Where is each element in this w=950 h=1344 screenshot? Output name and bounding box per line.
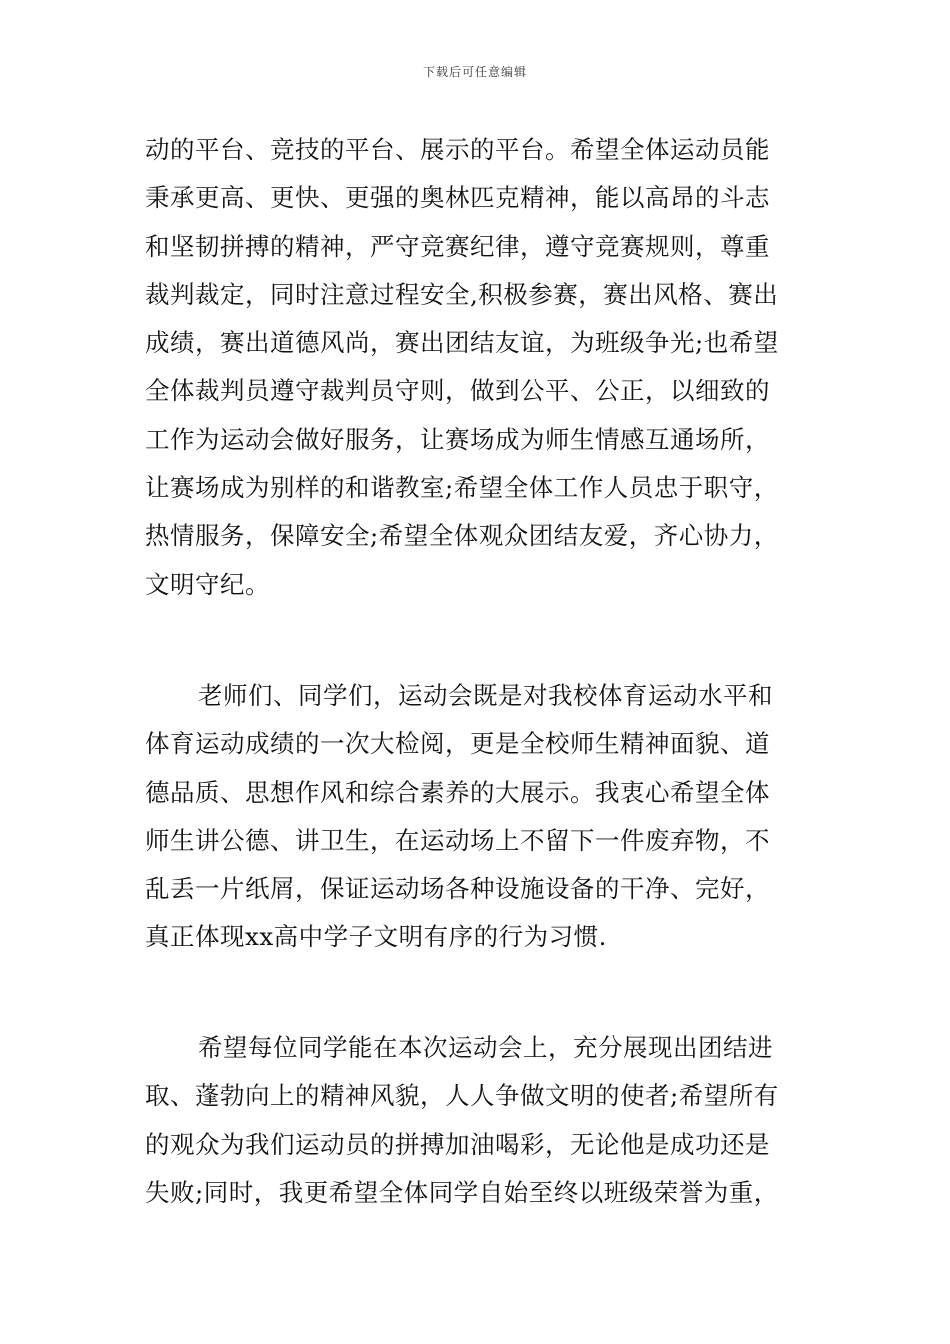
paragraph-line: 让赛场成为别样的和谐教室;希望全体工作人员忠于职守，: [145, 473, 779, 503]
paragraph-line: 师生讲公德、讲卫生，在运动场上不留下一件废弃物，不: [145, 825, 770, 855]
paragraph-line: 动的平台、竞技的平台、展示的平台。希望全体运动员能: [145, 135, 770, 164]
paragraph-line: 裁判裁定，同时注意过程安全,积极参赛，赛出风格、赛出: [145, 279, 779, 309]
paragraph-line: 失败;同时，我更希望全体同学自始至终以班级荣誉为重，: [145, 1177, 779, 1207]
paragraph-3: [145, 1024, 813, 1217]
paragraph-line: 老师们、同学们，运动会既是对我校体育运动水平和: [198, 681, 773, 710]
paragraph-line: 的观众为我们运动员的拼搏加油喝彩，无论他是成功还是: [145, 1129, 770, 1159]
paragraph-line: 成绩，赛出道德风尚，赛出团结友谊，为班级争光;也希望: [145, 328, 779, 358]
paragraph-line: 工作为运动会做好服务，让赛场成为师生情感互通场所，: [145, 424, 770, 454]
paragraph-line: 德品质、思想作风和综合素养的大展示。我衷心希望全体: [145, 777, 770, 807]
paragraph-2: [145, 672, 813, 962]
paragraph-line: 和坚韧拼搏的精神，严守竞赛纪律，遵守竞赛规则，尊重: [145, 231, 770, 261]
paragraph-line: 体育运动成绩的一次大检阅，更是全校师生精神面貌、道: [145, 729, 770, 759]
paragraph-line: 取、蓬勃向上的精神风貌，人人争做文明的使者;希望所有: [145, 1081, 779, 1111]
paragraph-line: 全体裁判员遵守裁判员守则，做到公平、公正，以细致的: [145, 376, 770, 406]
paragraph-line: 文明守纪。: [145, 569, 270, 599]
paragraph-line: 乱丢一片纸屑，保证运动场各种设施设备的干净、完好，: [145, 874, 770, 904]
header-note: 下载后可任意编辑: [422, 65, 527, 79]
paragraph-1: [145, 126, 813, 609]
paragraph-line: 热情服务，保障安全;希望全体观众团结友爱，齐心协力，: [145, 521, 779, 551]
paragraph-line: 真正体现xx高中学子文明有序的行为习惯.: [145, 922, 607, 952]
paragraph-line: 希望每位同学能在本次运动会上，充分展现出团结进: [198, 1033, 773, 1062]
paragraph-line: 秉承更高、更快、更强的奥林匹克精神，能以高昂的斗志: [145, 183, 770, 213]
